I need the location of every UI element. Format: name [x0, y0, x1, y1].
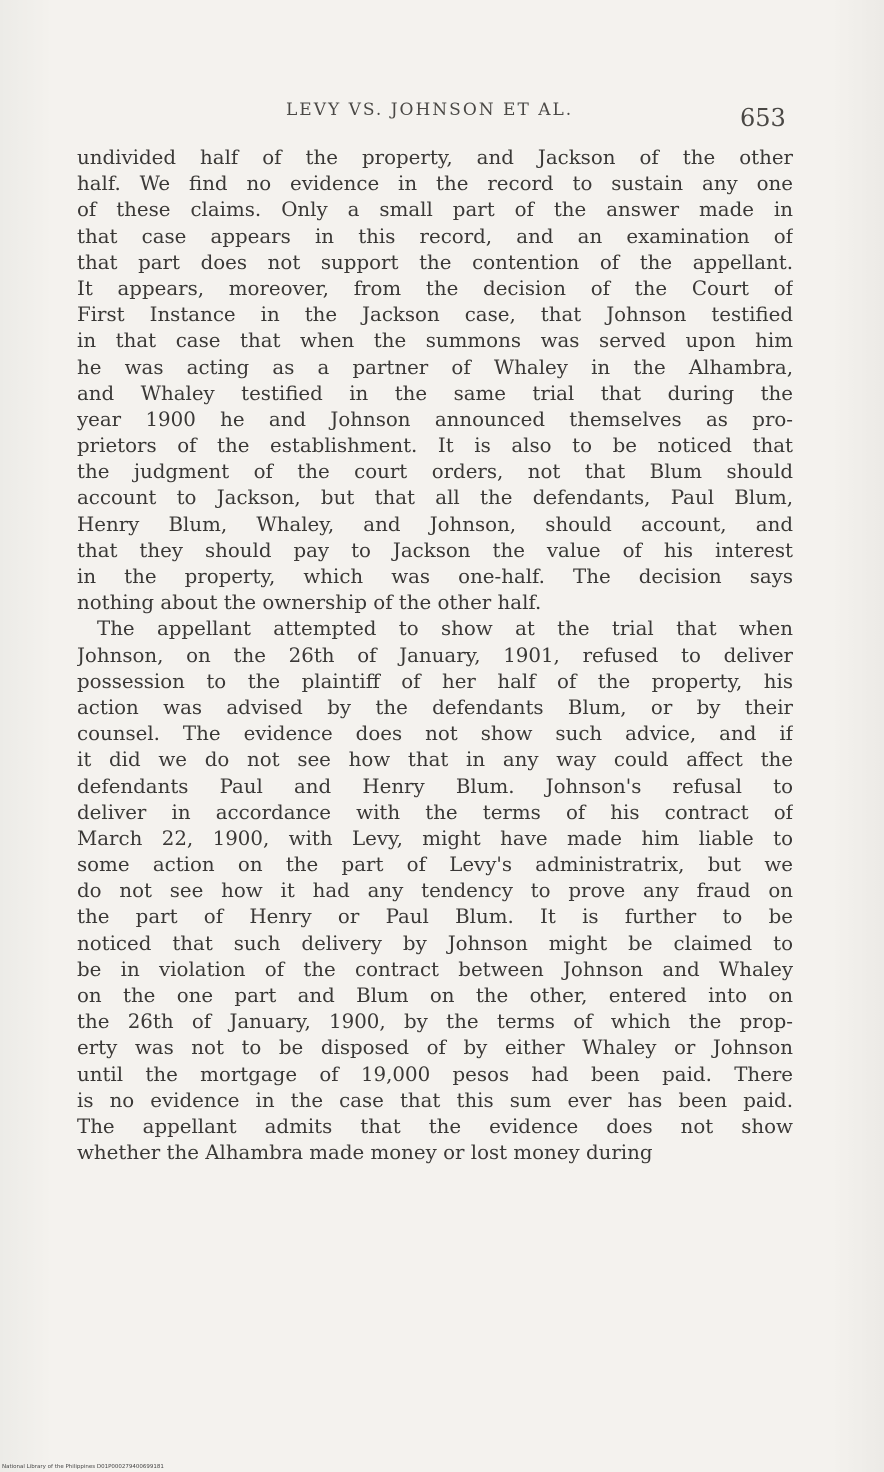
text-line: in the property, which was one-half. The decision says [77, 565, 793, 588]
text-line: action was advised by the defendants Blum, or by their [77, 695, 793, 719]
text-line: the part of Henry or Paul Blum. It is further to be [77, 905, 793, 929]
text-line: whether the Alhambra made money or lost money during [77, 1141, 653, 1165]
text-line: erty was not to be disposed of by either Whaley or Johnson [77, 1036, 793, 1060]
text-line: on the one part and Blum on the other, entered into on [77, 984, 793, 1007]
text-line: some action on the part of Levy's administratrix, but we [77, 853, 793, 877]
text-line: Henry Blum, Whaley, and Johnson, should account, and [77, 512, 793, 536]
text-line: is no evidence in the case that this sum ever has been paid. [77, 1088, 793, 1112]
text-line: First Instance in the Jackson case, that Johnson testified [77, 303, 793, 327]
text-line: half. We find no evidence in the record to sustain any one [77, 172, 793, 196]
text-line: of these claims. Only a small part of the answer made in [77, 198, 793, 222]
text-line: It appears, moreover, from the decision of the Court of [77, 276, 793, 300]
text-line: deliver in accordance with the terms of his contract of [77, 800, 793, 824]
paragraph [77, 616, 793, 1166]
text-line: possession to the plaintiff of her half of the property, his [77, 669, 793, 693]
scan-credit: National Library of the Philippines D01P000279400699181 [2, 1464, 164, 1470]
text-line: The appellant admits that the evidence does not show [77, 1114, 793, 1138]
text-line: The appellant attempted to show at the trial that when [97, 617, 793, 641]
text-line: until the mortgage of 19,000 pesos had been paid. There [77, 1062, 793, 1086]
text-line: noticed that such delivery by Johnson might be claimed to [77, 931, 793, 955]
text-line: nothing about the ownership of the other half. [77, 591, 542, 615]
text-line: that part does not support the contention of the appellant. [77, 250, 793, 274]
text-line: he was acting as a partner of Whaley in the Alhambra, [77, 355, 793, 379]
text-line: counsel. The evidence does not show such advice, and if [77, 722, 793, 746]
text-line: March 22, 1900, with Levy, might have made him liable to [77, 826, 793, 850]
text-line: defendants Paul and Henry Blum. Johnson's refusal to [77, 774, 793, 798]
text-line: prietors of the establishment. It is also to be noticed that [77, 434, 793, 458]
text-line: undivided half of the property, and Jackson of the other [77, 146, 793, 169]
text-line: it did we do not see how that in any way could affect the [77, 748, 793, 772]
paragraph [77, 145, 793, 616]
body-text [77, 145, 793, 1166]
text-line: year 1900 he and Johnson announced themselves as pro- [77, 407, 793, 431]
text-line: and Whaley testified in the same trial that during the [77, 381, 793, 405]
text-line: that they should pay to Jackson the value of his interest [77, 538, 793, 562]
text-line: account to Jackson, but that all the defendants, Paul Blum, [77, 486, 793, 510]
text-line: Johnson, on the 26th of January, 1901, refused to deliver [77, 643, 793, 667]
text-line: the 26th of January, 1900, by the terms of which the prop- [77, 1010, 793, 1034]
text-line: the judgment of the court orders, not that Blum should [77, 460, 793, 484]
page-number: 653 [740, 104, 786, 132]
text-line: that case appears in this record, and an examination of [77, 224, 793, 248]
text-line: in that case that when the summons was served upon him [77, 329, 793, 353]
text-line: do not see how it had any tendency to prove any fraud on [77, 879, 793, 903]
running-head: LEVY VS. JOHNSON ET AL. [286, 100, 574, 120]
text-line: be in violation of the contract between Johnson and Whaley [77, 957, 793, 981]
